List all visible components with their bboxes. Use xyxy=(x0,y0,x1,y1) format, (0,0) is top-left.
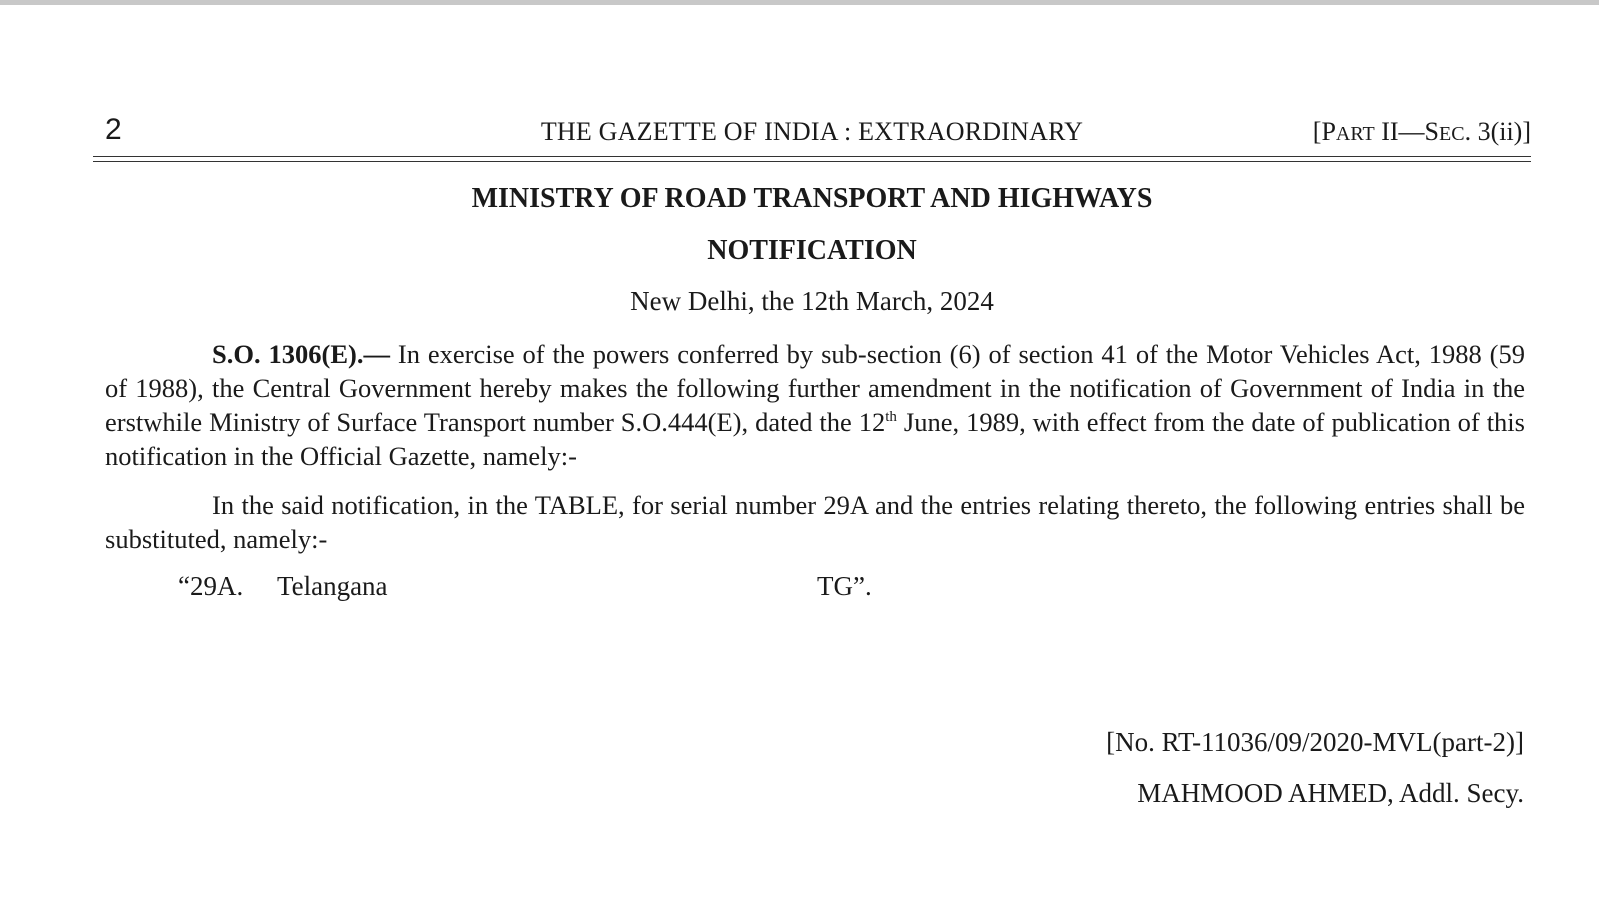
entry-code: TG”. xyxy=(817,571,872,601)
place-date: New Delhi, the 12th March, 2024 xyxy=(630,286,994,316)
ministry-heading: MINISTRY OF ROAD TRANSPORT AND HIGHWAYS xyxy=(471,183,1153,214)
reference-number: [No. RT-11036/09/2020-MVL(part-2)] xyxy=(1106,727,1524,757)
gazette-title: THE GAZETTE OF INDIA : EXTRAORDINARY xyxy=(540,117,1084,146)
entry-serial: “29A. xyxy=(178,571,244,601)
part-open: [P xyxy=(1312,117,1336,146)
entry-state: Telangana xyxy=(277,571,388,601)
so-number: S.O. 1306(E).— xyxy=(212,339,390,369)
part-smallcaps: ART xyxy=(1335,123,1375,145)
gazette-header xyxy=(93,113,1531,149)
paragraph-2: In the said notification, in the TABLE, for serial number 29A and the entries relating thereto, the following entries shall be substituted, namely:- xyxy=(105,490,1525,554)
part-section-label xyxy=(1313,117,1531,147)
notification-heading: NOTIFICATION xyxy=(707,235,917,266)
signatory: MAHMOOD AHMED, Addl. Secy. xyxy=(1137,778,1524,808)
header-rule-bottom xyxy=(93,161,1531,162)
sec-smallcaps: EC xyxy=(1439,123,1465,145)
paragraph-1 xyxy=(105,337,1525,473)
top-border xyxy=(0,0,1599,5)
paragraph-1-text-end: June, 1989, with effect from the date of publication of this notification in the Official Gazette, namely:- xyxy=(105,407,1525,471)
sec-tail: . 3(ii)] xyxy=(1464,117,1531,146)
page-number: 2 xyxy=(105,113,122,146)
part-mid: II—S xyxy=(1374,117,1440,146)
ordinal-superscript: th xyxy=(885,409,897,426)
header-rule-top xyxy=(93,156,1531,157)
paragraph-1-text: In exercise of the powers conferred by sub-section (6) of section 41 of the Motor Vehicles Act, 1988 (59 of 1988), the Central Government hereby makes the following further amendment in the notification of Government of India in the erstwhile Ministry of Surface Transport number S.O.444(E), dated the 12 xyxy=(105,339,1525,437)
